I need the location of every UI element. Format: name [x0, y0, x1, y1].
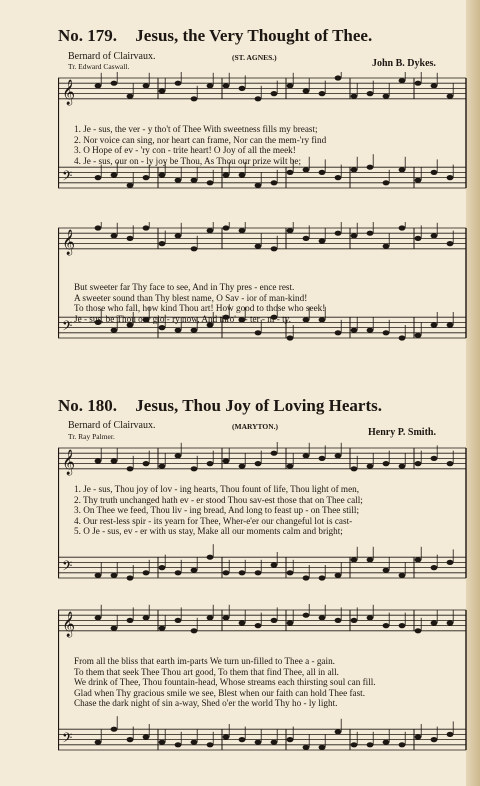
note-head — [287, 737, 294, 742]
note-head — [335, 231, 342, 236]
note-head — [335, 330, 342, 335]
note-head — [223, 615, 230, 620]
note-head — [447, 461, 454, 466]
note-head — [367, 742, 374, 747]
note-head — [175, 178, 182, 183]
note-head — [431, 620, 438, 625]
note-head — [383, 330, 390, 335]
note-head — [175, 618, 182, 623]
lyric-line: 4. Je - sus, our on - ly joy be Thou, As Thou our prize wilt be; — [74, 155, 302, 166]
lyric-line: Chase the dark night of sin a-way, Shed o'er the world Thy ho - ly light. — [74, 698, 338, 708]
note-head — [335, 573, 342, 578]
hymn-translator: Tr. Edward Caswall. — [68, 62, 130, 71]
note-head — [95, 175, 102, 180]
note-head — [239, 86, 246, 91]
note-head — [271, 562, 278, 567]
lyric-line: 4. Our rest-less spir - its yearn for Thee, Wher-e'er our changeful lot is cast- — [74, 515, 353, 526]
note-head — [239, 228, 246, 233]
hymn-composer: Henry P. Smith. — [368, 427, 436, 438]
note-head — [303, 236, 310, 241]
note-head — [143, 83, 150, 88]
note-head — [431, 456, 438, 461]
note-head — [271, 618, 278, 623]
note-head — [95, 225, 102, 230]
note-head — [351, 466, 358, 471]
note-head — [367, 231, 374, 236]
lyric-line: 5. O Je - sus, ev - er with us stay, Make all our moments calm and bright; — [74, 526, 343, 536]
lyric-line: 1. Je - sus, Thou joy of lov - ing hearts, Thou fount of life, Thou light of men, — [74, 484, 360, 494]
hymn-translator: Tr. Ray Palmer. — [68, 432, 115, 441]
treble-clef-icon: 𝄞 — [62, 449, 76, 475]
note-head — [367, 557, 374, 562]
note-head — [255, 623, 262, 628]
note-head — [143, 461, 150, 466]
note-head — [351, 233, 358, 238]
note-head — [175, 742, 182, 747]
hymn-composer: John B. Dykes. — [372, 58, 436, 69]
note-head — [143, 225, 150, 230]
hymn-title: Jesus, Thou Joy of Loving Hearts. — [135, 396, 382, 415]
note-head — [159, 88, 166, 93]
note-head — [319, 238, 326, 243]
note-head — [303, 745, 310, 750]
note-head — [447, 620, 454, 625]
note-head — [159, 740, 166, 745]
note-head — [127, 618, 134, 623]
note-head — [287, 570, 294, 575]
lyric-line: 1. Je - sus, the ver - y tho't of Thee With sweetness fills my breast; — [74, 124, 318, 134]
note-head — [447, 732, 454, 737]
note-head — [431, 233, 438, 238]
treble-staff — [58, 222, 466, 251]
note-head — [383, 623, 390, 628]
note-head — [287, 228, 294, 233]
note-head — [335, 453, 342, 458]
note-head — [303, 613, 310, 618]
note-head — [143, 615, 150, 620]
bass-staff — [58, 716, 466, 750]
note-head — [111, 458, 118, 463]
lyric-line: Je - sus, be Thou our glo - ry now, And thro' e - ter - ni - ty. — [74, 313, 291, 324]
hymn-180-lyrics-2 — [74, 656, 376, 709]
note-head — [431, 83, 438, 88]
note-head — [127, 183, 134, 188]
note-head — [287, 464, 294, 469]
note-head — [415, 178, 422, 183]
note-head — [431, 737, 438, 742]
lyric-line: 2. Thy truth unchanged hath ev - er stood Thou sav-est those that on Thee call; — [74, 494, 363, 505]
note-head — [175, 328, 182, 333]
note-head — [255, 461, 262, 466]
lyric-line: 3. O Hope of ev - 'ry con - trite heart! O Joy of all the meek! — [74, 145, 296, 155]
note-head — [303, 453, 310, 458]
hymn-179-heading — [58, 26, 372, 46]
note-head — [287, 170, 294, 175]
note-head — [95, 740, 102, 745]
note-head — [127, 236, 134, 241]
note-head — [351, 167, 358, 172]
note-head — [191, 96, 198, 101]
note-head — [367, 165, 374, 170]
note-head — [447, 322, 454, 327]
note-head — [207, 555, 214, 560]
treble-clef-icon: 𝄞 — [62, 79, 76, 105]
lyric-line: 3. On Thee we feed, Thou liv - ing bread, And long to feast up - on Thee still; — [74, 505, 360, 515]
note-head — [303, 88, 310, 93]
note-head — [143, 570, 150, 575]
note-head — [399, 464, 406, 469]
note-head — [399, 742, 406, 747]
note-head — [223, 225, 230, 230]
note-head — [111, 727, 118, 732]
note-head — [111, 626, 118, 631]
note-head — [111, 328, 118, 333]
note-head — [399, 335, 406, 340]
bass-clef-icon: 𝄢 — [62, 729, 73, 749]
hymn-180-lyrics-1 — [74, 484, 363, 537]
note-head — [239, 172, 246, 177]
note-head — [287, 335, 294, 340]
note-head — [223, 570, 230, 575]
note-head — [239, 570, 246, 575]
note-head — [271, 451, 278, 456]
note-head — [239, 620, 246, 625]
bass-staff — [58, 544, 466, 580]
note-head — [191, 740, 198, 745]
note-head — [383, 94, 390, 99]
note-head — [319, 615, 326, 620]
note-head — [271, 740, 278, 745]
hymn-180-heading — [58, 396, 382, 416]
note-head — [383, 568, 390, 573]
note-head — [223, 172, 230, 177]
note-head — [207, 461, 214, 466]
note-head — [127, 737, 134, 742]
note-head — [399, 78, 406, 83]
note-head — [175, 453, 182, 458]
note-head — [255, 244, 262, 249]
lyric-line: To them that seek Thee Thou art good, To them that find Thee, all in all. — [74, 666, 339, 677]
note-head — [335, 175, 342, 180]
note-head — [319, 575, 326, 580]
note-head — [383, 461, 390, 466]
note-head — [431, 565, 438, 570]
note-head — [383, 740, 390, 745]
note-head — [207, 228, 214, 233]
note-head — [415, 734, 422, 739]
note-head — [335, 729, 342, 734]
note-head — [415, 81, 422, 86]
note-head — [399, 573, 406, 578]
note-head — [319, 91, 326, 96]
note-head — [399, 225, 406, 230]
hymn-tune: (MARYTON.) — [232, 422, 279, 431]
hymn-author: Bernard of Clairvaux. — [68, 420, 156, 431]
note-head — [111, 573, 118, 578]
note-head — [367, 91, 374, 96]
note-head — [351, 742, 358, 747]
lyric-line: A sweeter sound than Thy blest name, O Sav - ior of man-kind! — [74, 292, 308, 303]
note-head — [319, 170, 326, 175]
note-head — [239, 464, 246, 469]
note-head — [143, 734, 150, 739]
note-head — [175, 81, 182, 86]
note-head — [255, 183, 262, 188]
note-head — [207, 742, 214, 747]
note-head — [271, 180, 278, 185]
note-head — [431, 170, 438, 175]
note-head — [447, 175, 454, 180]
note-head — [415, 333, 422, 338]
note-head — [95, 615, 102, 620]
note-head — [287, 620, 294, 625]
note-head — [415, 557, 422, 562]
treble-staff — [58, 604, 466, 633]
note-head — [415, 628, 422, 633]
note-head — [95, 573, 102, 578]
note-head — [223, 83, 230, 88]
note-head — [159, 565, 166, 570]
hymn-number: No. 179. — [58, 26, 118, 45]
note-head — [271, 91, 278, 96]
note-head — [367, 464, 374, 469]
lyric-line: Glad when Thy gracious smile we see, Blest when our faith can hold Thee fast. — [74, 687, 366, 698]
note-head — [159, 241, 166, 246]
note-head — [175, 233, 182, 238]
note-head — [351, 94, 358, 99]
note-head — [127, 94, 134, 99]
lyric-line: We drink of Thee, Thou fountain-head, Whose streams each thirsting soul can fill. — [74, 677, 376, 687]
treble-staff — [58, 72, 466, 101]
note-head — [399, 623, 406, 628]
note-head — [303, 167, 310, 172]
note-head — [351, 328, 358, 333]
note-head — [159, 464, 166, 469]
note-head — [431, 322, 438, 327]
bass-clef-icon: 𝄢 — [62, 317, 73, 337]
lyric-line: To those who fall, how kind Thou art! How good to those who seek! — [74, 303, 326, 313]
note-head — [319, 745, 326, 750]
lyric-line: 2. Nor voice can sing, nor heart can frame, Nor can the mem-'ry find — [74, 134, 327, 145]
note-head — [159, 172, 166, 177]
note-head — [111, 233, 118, 238]
note-head — [127, 575, 134, 580]
hymn-tune: (ST. AGNES.) — [232, 53, 277, 62]
note-head — [191, 628, 198, 633]
note-head — [223, 734, 230, 739]
note-head — [191, 568, 198, 573]
note-head — [207, 615, 214, 620]
note-head — [239, 737, 246, 742]
note-head — [223, 458, 230, 463]
treble-clef-icon: 𝄞 — [62, 229, 76, 255]
note-head — [207, 180, 214, 185]
lyric-line: But sweeter far Thy face to see, And in Thy pres - ence rest. — [74, 282, 295, 292]
note-head — [383, 244, 390, 249]
note-head — [207, 83, 214, 88]
note-head — [383, 180, 390, 185]
page-edge — [466, 0, 480, 786]
note-head — [191, 178, 198, 183]
note-head — [127, 466, 134, 471]
lyric-line: From all the bliss that earth im-parts We turn un-filled to Thee a - gain. — [74, 656, 335, 666]
note-head — [255, 330, 262, 335]
hymn-title: Jesus, the Very Thought of Thee. — [135, 26, 373, 45]
note-head — [303, 575, 310, 580]
hymn-author: Bernard of Clairvaux. — [68, 51, 156, 62]
note-head — [335, 75, 342, 80]
note-head — [447, 241, 454, 246]
note-head — [191, 246, 198, 251]
note-head — [111, 172, 118, 177]
note-head — [191, 328, 198, 333]
note-head — [271, 246, 278, 251]
note-head — [191, 466, 198, 471]
note-head — [367, 615, 374, 620]
note-head — [319, 456, 326, 461]
note-head — [255, 570, 262, 575]
hymn-179-lyrics-2 — [74, 282, 325, 324]
note-head — [143, 175, 150, 180]
bass-clef-icon: 𝄢 — [62, 557, 73, 577]
note-head — [367, 328, 374, 333]
note-head — [447, 94, 454, 99]
hymn-number: No. 180. — [58, 396, 118, 415]
note-head — [399, 167, 406, 172]
note-head — [95, 83, 102, 88]
note-head — [335, 618, 342, 623]
bass-clef-icon: 𝄢 — [62, 167, 73, 187]
note-head — [447, 560, 454, 565]
note-head — [415, 461, 422, 466]
treble-clef-icon: 𝄞 — [62, 611, 76, 637]
note-head — [159, 325, 166, 330]
note-head — [287, 83, 294, 88]
hymn-179-lyrics-1 — [74, 124, 326, 166]
note-head — [95, 458, 102, 463]
note-head — [255, 96, 262, 101]
note-head — [351, 557, 358, 562]
note-head — [175, 570, 182, 575]
treble-staff — [58, 442, 466, 471]
note-head — [255, 740, 262, 745]
note-head — [159, 626, 166, 631]
note-head — [111, 81, 118, 86]
note-head — [351, 618, 358, 623]
note-head — [415, 236, 422, 241]
